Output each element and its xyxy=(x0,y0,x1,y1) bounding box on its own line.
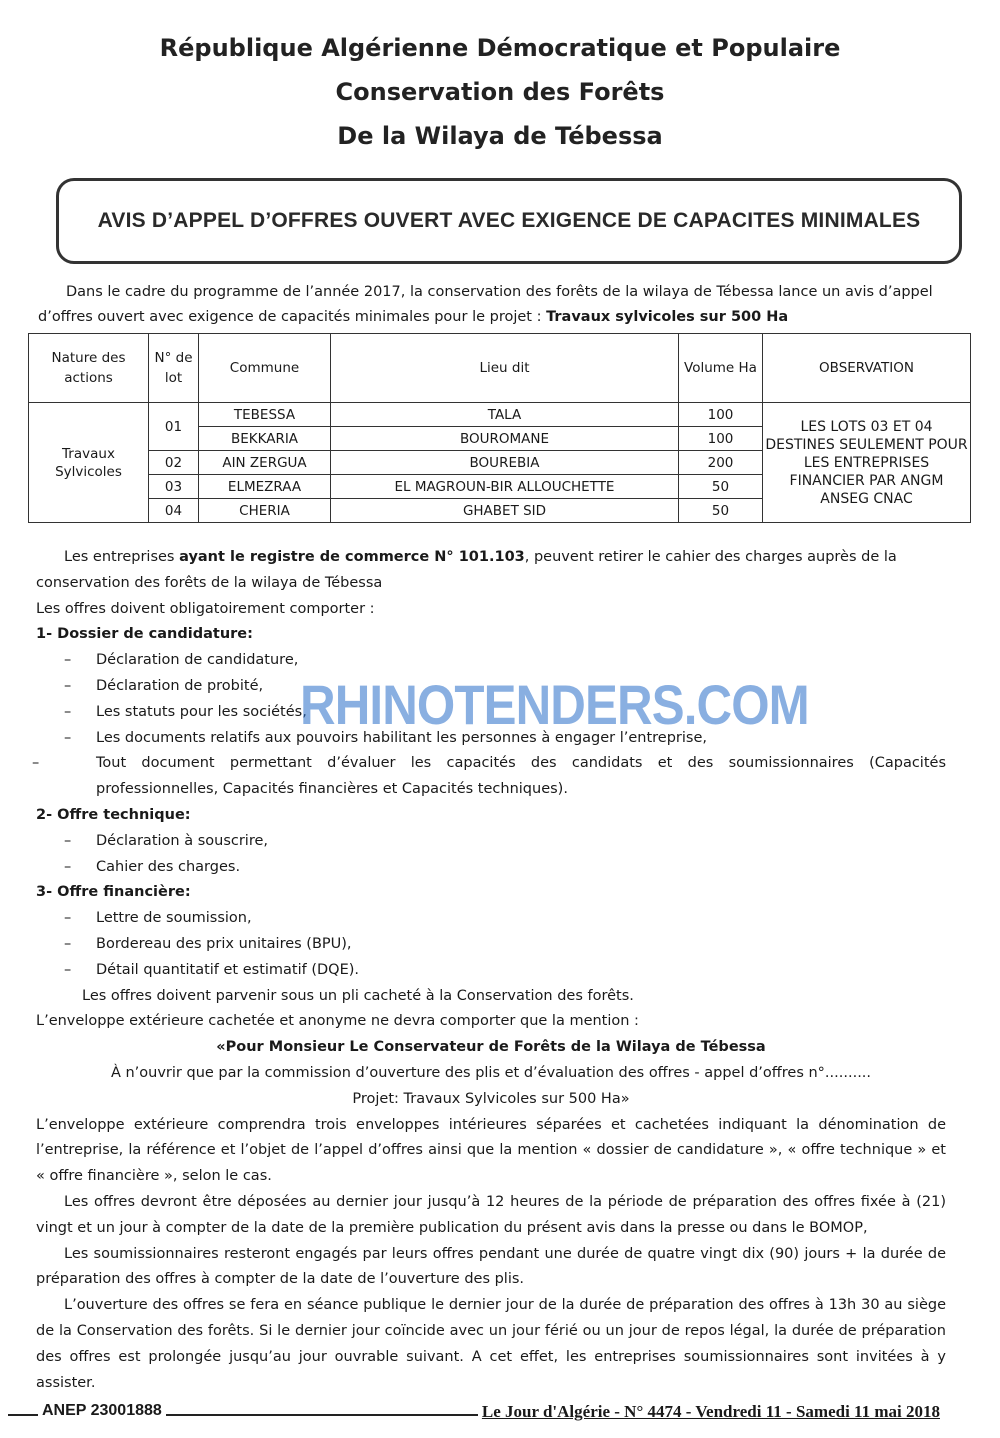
intro-line-1: Dans le cadre du programme de l’année 2017, la conservation des forêts de la wilaya de Tébessa lance un avis d’appel xyxy=(66,284,933,300)
section-3-title-text: 3- Offre financière: xyxy=(36,884,191,901)
list-item: – Bordereau des prix unitaires (BPU), xyxy=(64,935,352,952)
cell-volume: 50 xyxy=(679,475,763,499)
header-line-3: De la Wilaya de Tébessa xyxy=(337,122,663,150)
intro-project: Travaux sylvicoles sur 500 Ha xyxy=(546,309,789,325)
list-item-text: Déclaration à souscrire, xyxy=(96,832,269,849)
section-1-title xyxy=(36,622,946,648)
list-item-text: Déclaration de probité, xyxy=(96,677,264,694)
mention-line-3: Projet: Travaux Sylvicoles sur 500 Ha» xyxy=(352,1090,630,1107)
section-2-title-text: 2- Offre technique: xyxy=(36,806,191,823)
section-1-title-text: 1- Dossier de candidature: xyxy=(36,626,253,643)
section-2-title xyxy=(36,803,946,829)
cell-nature: Travaux Sylvicoles xyxy=(29,403,149,523)
intro-paragraph xyxy=(38,280,938,330)
list-item-text: Déclaration de candidature, xyxy=(96,652,299,669)
cell-observation: LES LOTS 03 ET 04 DESTINES SEULEMENT POUR LES ENTREPRISES FINANCIER PAR ANGM ANSEG CNAC xyxy=(763,403,971,523)
cell-commune: BEKKARIA xyxy=(199,427,331,451)
notice-title: AVIS D’APPEL D’OFFRES OUVERT AVEC EXIGENCE DE CAPACITES MINIMALES xyxy=(97,209,921,232)
cell-volume: 100 xyxy=(679,427,763,451)
list-item-text: Cahier des charges. xyxy=(96,858,241,875)
cell-lieu: TALA xyxy=(331,403,679,427)
list-item-text: Bordereau des prix unitaires (BPU), xyxy=(96,935,352,952)
cell-volume: 200 xyxy=(679,451,763,475)
list-item-text: Les documents relatifs aux pouvoirs habilitant les personnes à engager l’entreprise, xyxy=(96,729,708,746)
intro-line-2 xyxy=(38,305,938,330)
registry-line-2: conservation des forêts de la wilaya de Tébessa xyxy=(36,574,383,591)
cell-commune: CHERIA xyxy=(199,499,331,523)
envelope-paragraph: L’enveloppe extérieure cachetée et anonyme ne devra comporter que la mention : xyxy=(36,1013,639,1030)
cell-commune: AIN ZERGUA xyxy=(199,451,331,475)
header-line-1: République Algérienne Démocratique et Populaire xyxy=(159,34,841,62)
list-item: – Déclaration de probité, xyxy=(64,677,264,694)
inner-envelopes-paragraph: L’enveloppe extérieure comprendra trois enveloppes intérieures séparées et cachetées indiquant la dénomination de l’entreprise, la référence et l’objet de l’appel d’offres ainsi que la mention « dossier de candidature », « offre technique » et « offre financière », selon le cas. xyxy=(36,1116,946,1185)
deadline-paragraph: Les offres devront être déposées au dernier jour jusqu’à 12 heures de la période de préparation des offres fixée à (21) vingt et un jour à compter de la date de la première publication du présent avis dans la presse ou dans le BOMOP, xyxy=(36,1193,946,1236)
list-item: – Détail quantitatif et estimatif (DQE). xyxy=(64,961,360,978)
cell-commune: TEBESSA xyxy=(199,403,331,427)
list-item: – Les documents relatifs aux pouvoirs habilitant les personnes à engager l’entreprise, xyxy=(64,729,708,746)
table-header-row xyxy=(29,334,971,403)
list-item: – Tout document permettant d’évaluer les capacités des candidats et des soumissionnaires (Capacités professionnelles, Capacités financières et Capacités techniques). xyxy=(32,755,946,798)
table-row xyxy=(29,403,971,427)
header-lot: N° de lot xyxy=(149,334,199,403)
cell-lot: 02 xyxy=(149,451,199,475)
notice-title-box xyxy=(56,178,962,264)
list-item: – Cahier des charges. xyxy=(64,858,241,875)
header-commune: Commune xyxy=(199,334,331,403)
registry-number: ayant le registre de commerce N° 101.103 xyxy=(179,549,525,565)
offers-intro: Les offres doivent obligatoirement comporter : xyxy=(36,600,375,617)
cell-lieu: EL MAGROUN-BIR ALLOUCHETTE xyxy=(331,475,679,499)
list-item-text: Tout document permettant d’évaluer les capacités des candidats et des soumissionnaires (Capacités professionnelles, Capacités financières et Capacités techniques). xyxy=(96,755,946,798)
cell-lieu: BOUREBIA xyxy=(331,451,679,475)
cell-lieu: BOUROMANE xyxy=(331,427,679,451)
anep-reference: ANEP 23001888 xyxy=(38,1402,166,1420)
header-observation: OBSERVATION xyxy=(763,334,971,403)
header-volume: Volume Ha xyxy=(679,334,763,403)
mention-line-1-text: «Pour Monsieur Le Conservateur de Forêts de la Wilaya de Tébessa xyxy=(216,1039,766,1056)
cell-lot: 01 xyxy=(149,403,199,451)
journal-reference: Le Jour d'Algérie - N° 4474 - Vendredi 11 - Samedi 11 mai 2018 xyxy=(478,1402,944,1422)
mention-line-2: À n’ouvrir que par la commission d’ouverture des plis et d’évaluation des offres - appel d’offres n°.......... xyxy=(110,1064,872,1081)
lots-table xyxy=(28,333,971,523)
cell-lot: 04 xyxy=(149,499,199,523)
header-nature: Nature des actions xyxy=(29,334,149,403)
header-lieu: Lieu dit xyxy=(331,334,679,403)
cell-lieu: GHABET SID xyxy=(331,499,679,523)
list-item: – Déclaration à souscrire, xyxy=(64,832,269,849)
list-item-text: Les statuts pour les sociétés, xyxy=(96,703,307,720)
footer xyxy=(0,1400,1000,1430)
list-item: – Déclaration de candidature, xyxy=(64,652,299,669)
mention-line-1 xyxy=(36,1035,946,1061)
cell-volume: 100 xyxy=(679,403,763,427)
issuer-header xyxy=(0,26,1000,158)
cell-volume: 50 xyxy=(679,499,763,523)
validity-paragraph: Les soumissionnaires resteront engagés par leurs offres pendant une durée de quatre vingt dix (90) jours + la durée de préparation des offres à compter de la date de l’ouverture des plis. xyxy=(36,1245,946,1288)
list-item-text: Lettre de soumission, xyxy=(96,910,252,927)
registry-paragraph xyxy=(36,545,946,571)
list-item: – Lettre de soumission, xyxy=(64,910,252,927)
opening-paragraph: L’ouverture des offres se fera en séance publique le dernier jour de la durée de préparation des offres à 13h 30 au siège de la Conservation des forêts. Si le dernier jour coïncide avec un jour férié ou un jour de repos légal, la durée de préparation des offres est prolongée jusqu’au jour ouvrable suivant. A cet effet, les entreprises soumissionnaires sont invitées à y assister. xyxy=(36,1297,946,1391)
registry-text-a: Les entreprises xyxy=(64,549,180,565)
section-3-title xyxy=(36,880,946,906)
registry-text-c: , peuvent retirer le cahier des charges auprès de la xyxy=(524,549,897,565)
watermark: RHINOTENDERS.COM xyxy=(300,673,809,736)
cell-commune: ELMEZRAA xyxy=(199,475,331,499)
cell-lot: 03 xyxy=(149,475,199,499)
list-item-text: Détail quantitatif et estimatif (DQE). xyxy=(96,961,360,978)
header-line-2: Conservation des Forêts xyxy=(335,78,665,106)
list-item: – Les statuts pour les sociétés, xyxy=(64,703,307,720)
delivery-paragraph: Les offres doivent parvenir sous un pli cacheté à la Conservation des forêts. xyxy=(82,987,634,1004)
intro-line-2-text: d’offres ouvert avec exigence de capacités minimales pour le projet : xyxy=(38,309,547,325)
